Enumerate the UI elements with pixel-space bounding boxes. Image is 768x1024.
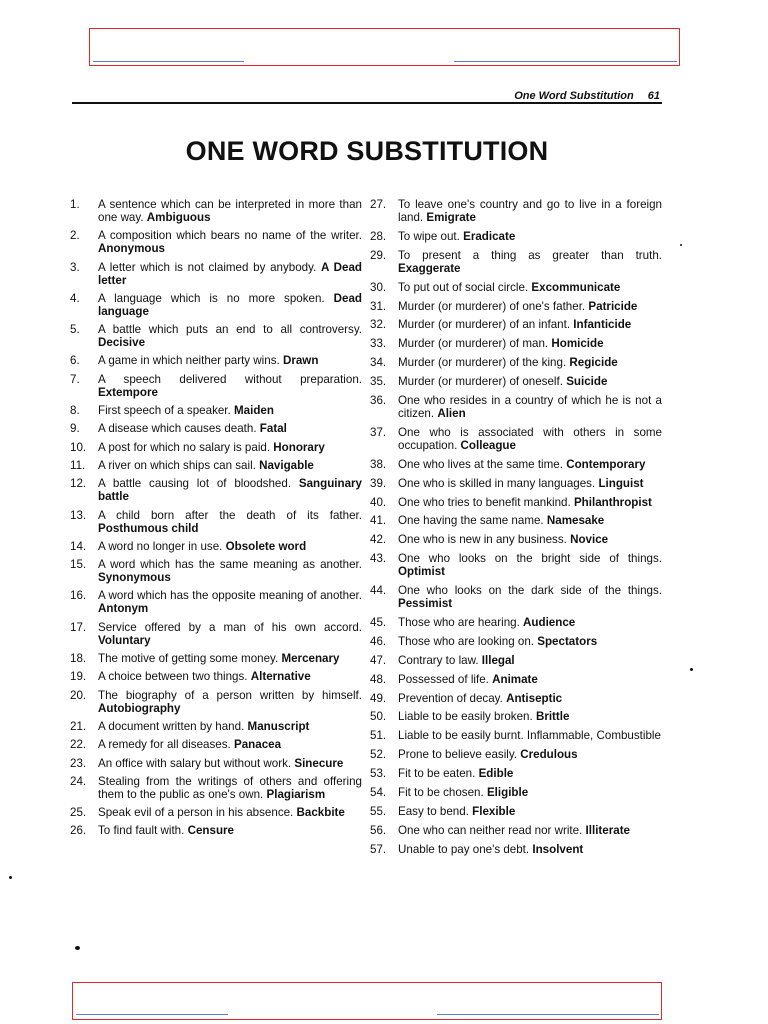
item-number: 37. bbox=[370, 425, 387, 439]
list-item bbox=[366, 533, 662, 546]
item-number: 44. bbox=[370, 584, 387, 598]
item-number: 27. bbox=[370, 198, 387, 211]
item-definition: One who lives at the same time. bbox=[398, 457, 563, 471]
list-item bbox=[66, 540, 362, 553]
item-definition: To leave one's country and go to live in a foreign land. bbox=[398, 198, 662, 224]
list-item bbox=[366, 710, 662, 723]
item-term: Antonym bbox=[98, 602, 149, 616]
list-item bbox=[66, 404, 362, 417]
item-term: A Dead letter bbox=[98, 260, 362, 287]
item-term: Pessimist bbox=[398, 597, 453, 611]
list-item bbox=[366, 786, 662, 799]
item-number: 31. bbox=[370, 299, 387, 313]
item-number: 41. bbox=[370, 514, 387, 528]
item-term: Alien bbox=[437, 407, 466, 421]
item-definition: To find fault with. bbox=[98, 824, 185, 838]
list-item bbox=[66, 229, 362, 255]
list-item bbox=[366, 843, 662, 856]
item-term: Linguist bbox=[598, 476, 644, 490]
item-number: 25. bbox=[70, 806, 87, 820]
item-definition: One who is associated with others in some occupation. bbox=[398, 425, 662, 452]
item-definition: First speech of a speaker. bbox=[98, 404, 231, 418]
item-term: Animate bbox=[492, 672, 538, 686]
item-definition: An office with salary but without work. bbox=[98, 756, 292, 770]
item-term: Insolvent bbox=[532, 842, 584, 856]
item-term: Regicide bbox=[569, 356, 618, 370]
item-term: Ambiguous bbox=[146, 211, 211, 224]
item-term: Mercenary bbox=[281, 652, 340, 666]
item-term: Colleague bbox=[460, 438, 516, 452]
item-term: Suicide bbox=[566, 375, 608, 389]
left-column bbox=[66, 198, 362, 843]
item-number: 42. bbox=[370, 533, 387, 547]
list-item bbox=[366, 496, 662, 509]
item-number: 16. bbox=[70, 589, 87, 603]
item-term: Autobiography bbox=[98, 701, 181, 715]
header-rule bbox=[72, 102, 662, 104]
item-definition: Murder (or murderer) of oneself. bbox=[398, 375, 563, 389]
item-number: 1. bbox=[70, 198, 80, 211]
item-number: 51. bbox=[370, 729, 387, 743]
list-item bbox=[66, 824, 362, 837]
list-item bbox=[366, 230, 662, 243]
item-term: Navigable bbox=[259, 458, 314, 472]
item-term: Plagiarism bbox=[266, 787, 326, 801]
list-item bbox=[366, 616, 662, 629]
item-number: 20. bbox=[70, 688, 87, 702]
item-term: Novice bbox=[570, 533, 609, 547]
item-term: Backbite bbox=[296, 806, 345, 820]
item-number: 53. bbox=[370, 767, 387, 781]
item-term: Fatal bbox=[259, 422, 287, 436]
top-ad-placeholder[interactable] bbox=[89, 28, 680, 66]
list-item bbox=[366, 458, 662, 471]
list-item bbox=[66, 652, 362, 665]
list-item bbox=[66, 354, 362, 367]
item-number: 9. bbox=[70, 422, 80, 436]
item-number: 54. bbox=[370, 786, 387, 800]
item-definition: One who is new in any business. bbox=[398, 533, 567, 547]
item-number: 15. bbox=[70, 558, 87, 572]
item-term: Extempore bbox=[98, 385, 158, 399]
item-definition: To put out of social circle. bbox=[398, 280, 529, 294]
item-number: 14. bbox=[70, 539, 87, 553]
item-number: 12. bbox=[70, 477, 87, 491]
item-definition: Unable to pay one's debt. bbox=[398, 842, 530, 856]
item-definition: Fit to be eaten. bbox=[398, 767, 476, 781]
list-item bbox=[366, 654, 662, 667]
item-number: 2. bbox=[70, 229, 80, 243]
list-item bbox=[366, 824, 662, 837]
item-number: 4. bbox=[70, 291, 80, 305]
item-number: 57. bbox=[370, 842, 387, 856]
item-term: Exaggerate bbox=[398, 261, 461, 275]
item-term: Dead language bbox=[98, 291, 363, 318]
list-item bbox=[366, 805, 662, 818]
item-number: 56. bbox=[370, 823, 387, 837]
item-definition: Those who are hearing. bbox=[398, 616, 520, 630]
item-term: Alternative bbox=[250, 670, 311, 684]
item-term: Patricide bbox=[588, 299, 638, 313]
list-item bbox=[366, 300, 662, 313]
item-number: 35. bbox=[370, 375, 387, 389]
page-number: 61 bbox=[647, 90, 660, 102]
item-definition: One having the same name. bbox=[398, 514, 544, 528]
item-term: Credulous bbox=[520, 748, 578, 762]
list-item bbox=[366, 584, 662, 610]
item-definition: A sentence which can be interpreted in more than one way. bbox=[98, 198, 362, 224]
item-definition: Easy to bend. bbox=[398, 804, 469, 818]
list-item bbox=[66, 441, 362, 454]
list-item bbox=[66, 757, 362, 770]
item-definition: A composition which bears no name of the writer. bbox=[98, 229, 362, 243]
item-definition: Stealing from the writings of others and offering them to the public as one's own. bbox=[98, 774, 362, 801]
list-item bbox=[66, 670, 362, 683]
item-definition: Fit to be chosen. bbox=[398, 786, 484, 800]
item-term: Eradicate bbox=[463, 229, 516, 243]
item-term: Philanthropist bbox=[573, 495, 652, 509]
item-definition: One who can neither read nor write. bbox=[398, 823, 583, 837]
item-number: 30. bbox=[370, 280, 387, 294]
bottom-ad-link-right[interactable] bbox=[437, 1014, 659, 1015]
item-number: 6. bbox=[70, 354, 80, 368]
item-definition: Murder (or murderer) of an infant. bbox=[398, 318, 571, 332]
item-definition: Murder (or murderer) of man. bbox=[398, 337, 549, 351]
item-number: 39. bbox=[370, 476, 387, 490]
item-definition: A river on which ships can sail. bbox=[98, 458, 256, 472]
item-definition: Prone to believe easily. bbox=[398, 748, 518, 762]
item-term: Posthumous child bbox=[98, 521, 199, 535]
item-number: 8. bbox=[70, 404, 80, 418]
scan-speck bbox=[680, 244, 682, 246]
item-number: 28. bbox=[370, 229, 387, 243]
list-item bbox=[66, 621, 362, 647]
item-number: 3. bbox=[70, 260, 80, 274]
item-definition: Speak evil of a person in his absence. bbox=[98, 806, 294, 820]
item-number: 36. bbox=[370, 394, 387, 408]
item-term: Namesake bbox=[546, 514, 605, 528]
item-definition: One who looks on the bright side of things. bbox=[398, 552, 662, 566]
item-definition: One who looks on the dark side of the things. bbox=[398, 584, 662, 598]
list-item bbox=[66, 373, 362, 399]
bottom-ad-link-left[interactable] bbox=[76, 1014, 228, 1015]
item-definition: A child born after the death of its father. bbox=[98, 508, 362, 522]
item-term: Antiseptic bbox=[506, 691, 563, 705]
scan-speck bbox=[9, 876, 12, 879]
top-ad-link-left[interactable] bbox=[93, 61, 244, 62]
list-item bbox=[66, 323, 362, 349]
item-term: Infanticide bbox=[573, 318, 632, 332]
item-term: Contemporary bbox=[566, 457, 646, 471]
right-column bbox=[366, 198, 662, 862]
list-item bbox=[366, 198, 662, 224]
item-number: 47. bbox=[370, 653, 387, 667]
list-item bbox=[366, 281, 662, 294]
item-term: Decisive bbox=[98, 336, 146, 350]
item-term: Panacea bbox=[233, 738, 282, 752]
item-number: 33. bbox=[370, 337, 387, 351]
item-definition: To wipe out. bbox=[398, 229, 460, 243]
item-term: Emigrate bbox=[426, 211, 476, 224]
item-term: Excommunicate bbox=[531, 280, 621, 294]
list-item bbox=[366, 356, 662, 369]
item-term: Voluntary bbox=[98, 633, 151, 647]
list-item bbox=[66, 477, 362, 503]
item-definition: A language which is no more spoken. bbox=[98, 291, 325, 305]
list-item bbox=[366, 748, 662, 761]
scan-speck bbox=[690, 668, 693, 671]
item-number: 23. bbox=[70, 756, 87, 770]
item-definition: A battle which puts an end to all controversy. bbox=[98, 323, 362, 337]
item-definition: To present a thing as greater than truth. bbox=[398, 248, 662, 262]
item-term: Anonymous bbox=[98, 242, 165, 256]
item-number: 17. bbox=[70, 620, 87, 634]
item-term: Eligible bbox=[486, 786, 529, 800]
item-term: Sinecure bbox=[294, 756, 344, 770]
list-item bbox=[66, 422, 362, 435]
item-term: Obsolete word bbox=[225, 539, 307, 553]
item-definition: A word which has the same meaning as another. bbox=[98, 558, 362, 572]
item-term: Maiden bbox=[234, 404, 274, 418]
item-number: 43. bbox=[370, 552, 387, 566]
item-number: 7. bbox=[70, 372, 80, 386]
item-number: 48. bbox=[370, 672, 387, 686]
item-definition: The motive of getting some money. bbox=[98, 652, 279, 666]
item-definition: A disease which causes death. bbox=[98, 422, 257, 436]
item-definition: The biography of a person written by himself. bbox=[98, 688, 362, 702]
list-item bbox=[66, 261, 362, 287]
item-definition: Liable to be easily burnt. Inflammable, Combustible bbox=[398, 729, 661, 743]
item-definition: Liable to be easily broken. bbox=[398, 710, 533, 724]
item-term: Brittle bbox=[535, 710, 570, 724]
item-definition: A remedy for all diseases. bbox=[98, 738, 231, 752]
item-definition: A battle causing lot of bloodshed. bbox=[98, 477, 292, 491]
list-item bbox=[366, 249, 662, 275]
list-item bbox=[366, 337, 662, 350]
item-term: Spectators bbox=[537, 634, 598, 648]
item-term: Homicide bbox=[551, 337, 604, 351]
item-definition: Prevention of decay. bbox=[398, 691, 503, 705]
item-number: 10. bbox=[70, 440, 87, 454]
item-definition: Those who are looking on. bbox=[398, 634, 534, 648]
item-number: 13. bbox=[70, 508, 87, 522]
list-item bbox=[366, 729, 662, 742]
top-ad-link-right[interactable] bbox=[454, 61, 677, 62]
item-number: 49. bbox=[370, 691, 387, 705]
item-number: 45. bbox=[370, 616, 387, 630]
item-definition: Service offered by a man of his own accord. bbox=[98, 620, 362, 634]
page-title: ONE WORD SUBSTITUTION bbox=[185, 136, 549, 166]
item-number: 26. bbox=[70, 824, 87, 838]
bottom-ad-placeholder[interactable] bbox=[72, 982, 662, 1020]
item-definition: Murder (or murderer) of the king. bbox=[398, 356, 567, 370]
item-number: 18. bbox=[70, 652, 87, 666]
list-item bbox=[66, 689, 362, 715]
item-definition: One who resides in a country of which he is not a citizen. bbox=[398, 394, 662, 421]
list-item bbox=[66, 558, 362, 584]
list-item bbox=[66, 806, 362, 819]
list-item bbox=[366, 426, 662, 452]
item-term: Synonymous bbox=[98, 571, 171, 585]
list-item bbox=[366, 767, 662, 780]
item-number: 40. bbox=[370, 495, 387, 509]
item-number: 55. bbox=[370, 804, 387, 818]
item-number: 21. bbox=[70, 719, 87, 733]
item-term: Flexible bbox=[472, 804, 516, 818]
item-term: Optimist bbox=[398, 565, 446, 579]
list-item bbox=[366, 477, 662, 490]
item-definition: A post for which no salary is paid. bbox=[98, 440, 271, 454]
item-number: 46. bbox=[370, 634, 387, 648]
item-definition: A word no longer in use. bbox=[98, 539, 223, 553]
running-title: One Word Substitution bbox=[514, 90, 634, 102]
item-number: 5. bbox=[70, 323, 80, 337]
item-number: 34. bbox=[370, 356, 387, 370]
list-item bbox=[66, 509, 362, 535]
running-header bbox=[514, 90, 660, 102]
item-term: Drawn bbox=[282, 354, 319, 368]
item-definition: Possessed of life. bbox=[398, 672, 489, 686]
item-term: Sanguinary battle bbox=[98, 477, 362, 504]
list-item bbox=[366, 514, 662, 527]
list-item bbox=[66, 198, 362, 224]
list-item bbox=[66, 459, 362, 472]
item-definition: A letter which is not claimed by anybody. bbox=[98, 260, 317, 274]
list-item bbox=[366, 692, 662, 705]
list-item bbox=[366, 394, 662, 420]
item-definition: Murder (or murderer) of one's father. bbox=[398, 299, 586, 313]
item-definition: A game in which neither party wins. bbox=[98, 354, 280, 368]
item-definition: A word which has the opposite meaning of another. bbox=[98, 589, 362, 603]
item-term: Honorary bbox=[273, 440, 325, 454]
item-number: 38. bbox=[370, 457, 387, 471]
item-term: Audience bbox=[523, 616, 576, 630]
list-item bbox=[366, 635, 662, 648]
item-term: Censure bbox=[187, 824, 234, 838]
item-number: 24. bbox=[70, 774, 87, 788]
item-definition: A document written by hand. bbox=[98, 719, 245, 733]
item-number: 29. bbox=[370, 248, 387, 262]
list-item bbox=[366, 552, 662, 578]
item-term: Illegal bbox=[481, 653, 515, 667]
list-item bbox=[66, 775, 362, 801]
item-number: 50. bbox=[370, 710, 387, 724]
item-number: 19. bbox=[70, 670, 87, 684]
list-item bbox=[66, 738, 362, 751]
list-item bbox=[366, 673, 662, 686]
scan-speck bbox=[75, 946, 80, 950]
list-item bbox=[366, 318, 662, 331]
item-term: Illiterate bbox=[585, 823, 631, 837]
item-term: Manuscript bbox=[247, 719, 310, 733]
list-item bbox=[66, 720, 362, 733]
item-definition: A speech delivered without preparation. bbox=[98, 372, 362, 386]
item-number: 11. bbox=[70, 458, 86, 472]
list-item bbox=[366, 375, 662, 388]
item-term: Edible bbox=[478, 767, 514, 781]
item-definition: One who tries to benefit mankind. bbox=[398, 495, 571, 509]
item-definition: A choice between two things. bbox=[98, 670, 248, 684]
item-number: 22. bbox=[70, 738, 87, 752]
item-number: 32. bbox=[370, 318, 387, 332]
item-number: 52. bbox=[370, 748, 387, 762]
list-item bbox=[66, 292, 362, 318]
item-definition: Contrary to law. bbox=[398, 653, 479, 667]
list-item bbox=[66, 589, 362, 615]
item-definition: One who is skilled in many languages. bbox=[398, 476, 596, 490]
